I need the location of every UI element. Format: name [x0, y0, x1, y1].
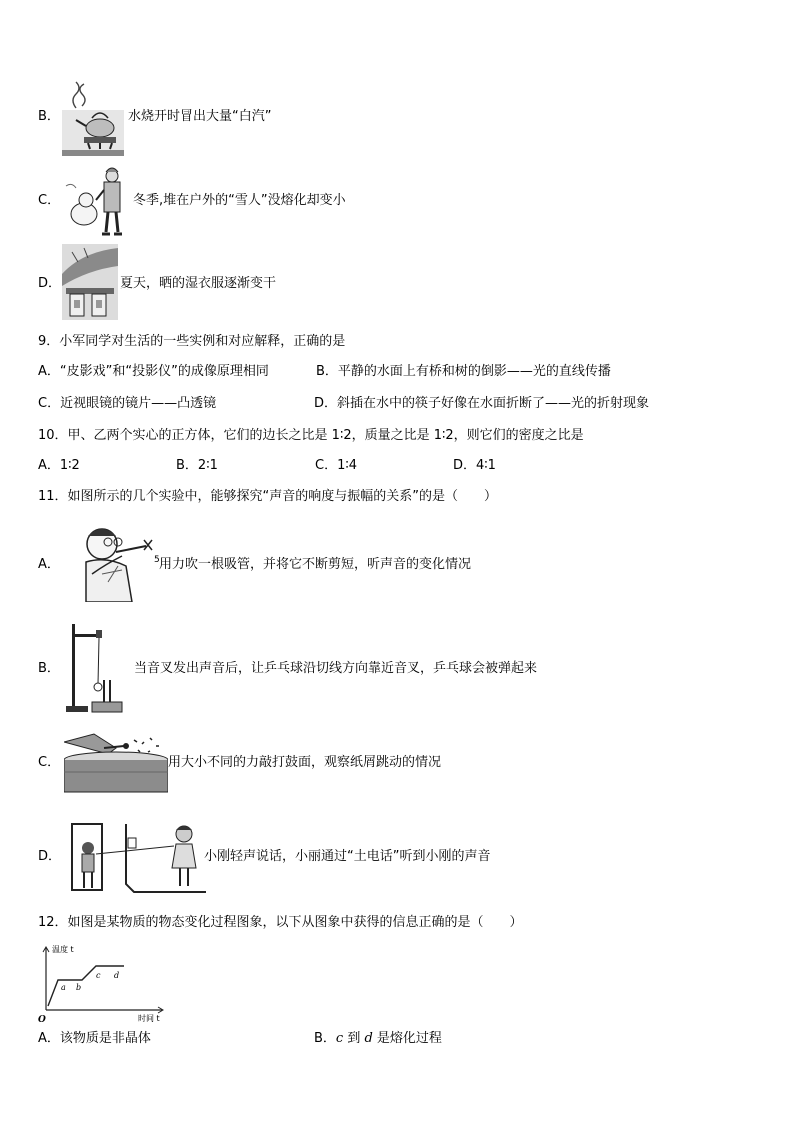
- q11-option-c-label: C．: [38, 755, 61, 770]
- drum-paper-icon: [64, 732, 168, 796]
- graph-ylabel: 温度 t: [52, 945, 74, 954]
- q8-option-b-text: 水烧开时冒出大量“白汽”: [128, 109, 272, 124]
- q12-option-b-c: c: [335, 1031, 344, 1046]
- kettle-steam-icon: [62, 80, 124, 156]
- graph-point-d: d: [114, 971, 120, 980]
- q12-option-b-prefix: B．: [314, 1031, 336, 1046]
- q9-option-c: C．近视眼镜的镜片——凸透镜: [38, 396, 217, 411]
- q10-option-a: A．1∶2: [38, 458, 80, 473]
- q11-option-c-text: 用大小不同的力敲打鼓面，观察纸屑跳动的情况: [168, 755, 442, 770]
- q12-option-b: [314, 1030, 442, 1048]
- svg-text:5: 5: [154, 555, 160, 565]
- q10-option-c: C．1∶4: [315, 458, 358, 473]
- q11-option-a-text: 用力吹一根吸管，并将它不断剪短，听声音的变化情况: [159, 557, 472, 572]
- q8-option-b-label: B．: [38, 109, 60, 124]
- q8-option-c-text: 冬季,堆在户外的“雪人”没熔化却变小: [133, 193, 346, 208]
- q11-option-d-text: 小刚轻声说话，小丽通过“土电话”听到小刚的声音: [204, 849, 491, 864]
- q9-option-a: A．“皮影戏”和“投影仪”的成像原理相同: [38, 364, 269, 379]
- q10-option-b: B．2∶1: [176, 458, 218, 473]
- q11-option-b-label: B．: [38, 661, 60, 676]
- q11-option-a-label: A．: [38, 557, 60, 572]
- q12-option-b-suffix: 是熔化过程: [372, 1031, 442, 1046]
- q9-option-b: B．平静的水面上有桥和树的倒影——光的直线传播: [316, 364, 611, 379]
- graph-point-b: b: [76, 983, 82, 992]
- graph-xlabel: 时间 t: [138, 1014, 160, 1023]
- tuning-fork-ball-icon: [62, 620, 128, 718]
- drying-clothes-icon: [62, 244, 118, 320]
- q8-option-d-label: D．: [38, 276, 62, 291]
- q12-option-a: A．该物质是非晶体: [38, 1031, 151, 1046]
- graph-point-a: a: [61, 983, 66, 992]
- q11-option-d-label: D．: [38, 849, 62, 864]
- q8-option-c-label: C．: [38, 193, 61, 208]
- graph-point-c: c: [96, 971, 101, 980]
- snowman-boy-icon: [62, 164, 126, 240]
- q11-option-b-text: 当音叉发出声音后，让乒乓球沿切线方向靠近音叉，乒乓球会被弹起来: [134, 661, 538, 676]
- temperature-time-graph: [34, 940, 170, 1024]
- man-blowing-straw-icon: [72, 522, 160, 602]
- graph-origin: O: [38, 1015, 46, 1024]
- q11-stem: 11．如图所示的几个实验中，能够探究“声音的响度与振幅的关系”的是（ ）: [38, 489, 498, 504]
- q10-option-d: D．4∶1: [453, 458, 496, 473]
- string-telephone-icon: [66, 820, 206, 896]
- q10-stem: 10．甲、乙两个实心的正方体，它们的边长之比是 1∶2，质量之比是 1∶2，则它们的密度之比是: [38, 428, 584, 443]
- q12-stem: 12．如图是某物质的物态变化过程图象，以下从图象中获得的信息正确的是（ ）: [38, 915, 523, 930]
- q8-option-d-text: 夏天，晒的湿衣服逐渐变干: [120, 276, 277, 291]
- q12-option-b-d: d: [364, 1031, 373, 1046]
- q9-stem: 9．小军同学对生活的一些实例和对应解释，正确的是: [38, 334, 346, 349]
- q9-option-d: D．斜插在水中的筷子好像在水面折断了——光的折射现象: [314, 396, 650, 411]
- q12-option-b-mid: 到: [343, 1031, 365, 1046]
